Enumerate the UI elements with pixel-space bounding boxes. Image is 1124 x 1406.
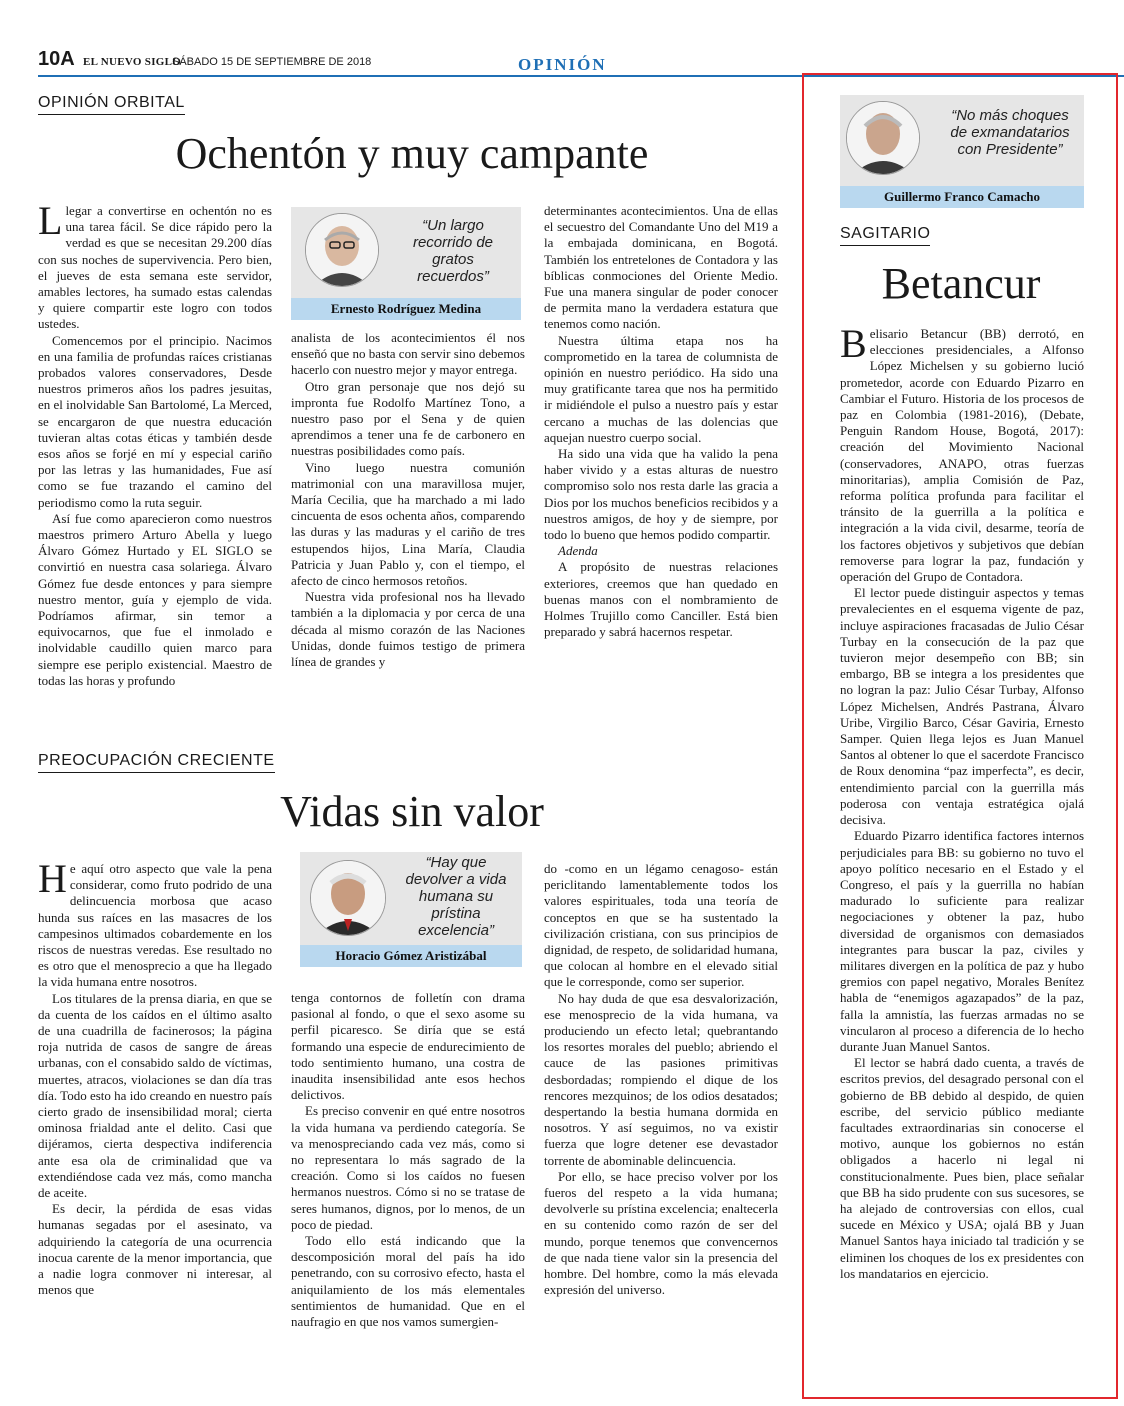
- article1-col1: Llegar a convertirse en ochentón no es una tarea fácil. Se dice rápido pero la verdad es que se necesitan 29.200 días con sus noches de supervivencia. Pero bien, el jueves de esta semana este servidor, amables lectores, ha sumado estas calendas y quiere compartir este logro con todos ustedes. Comencemos por el principio. Nacimos en una familia de profundas raíces cristianas probados valores conservadores, Desde nuestros primeros años los padres jesuitas, en el inolvidable San Bartolomé, La Merced, se encargaron de que nuestra educación tuvieran altas cotas éticas y también desde esos años se forjé en mí y especial cariño por las letras y las humanidades, Fue así como se fue trazando el camino del periodismo como la ruta seguir. Así fue como aparecieron como nuestros maestros primero Arturo Abella y luego Álvaro Gómez Hurtado y EL SIGLO se convirtió en nuestra casa solariega. Álvaro Gómez fue desde entonces y para siempre nuestro mentor, guía y ejemplo de vida. Podríamos afirmar, sin temor a equivocarnos, que fue el inmolado e inolvidable caudillo quien marco para siempre ese periplo existencial. Maestro de todas las horas y profundo: [38, 198, 272, 688]
- article2-kicker: PREOCUPACIÓN CRECIENTE: [38, 752, 275, 773]
- article2-col1: He aquí otro aspecto que vale la pena considerar, como fruto podrido de una delincuencia morbosa que acaso hunda sus raíces en las masacres de los campesinos ultimados cobardemente en los riscos de nuestras veredas. Ese resultado no es otro que el menosprecio a que ha llegado la vida humana entre nosotros. Los titulares de la prensa diaria, en que se da cuenta de los caídos en el último asalto de una cuadrilla de facinerosos; la página roja nutrida de casos de sangre de áreas urbanas, con el consabido saldo de víctimas, muertes, atracos, violaciones se dan día tras día. Todo esto ha ido creando en nuestro país cierto grado de insensibilidad moral; cierta ominosa frialdad ante el delito. Casi que dijéramos, cierta despectiva indiferencia ante esa ola de criminalidad que va extendiéndose cada vez más, como mancha de aceite. Es decir, la pérdida de esas vidas humanas segadas por el asesinato, va adquiriendo la categoría de una ocurrencia inocua carente de la menor importancia, que a nadie logra conmover ni interesar, al menos que: [38, 856, 272, 1298]
- article2-author: Horacio Gómez Aristizábal: [300, 945, 522, 967]
- article2-headline: Vidas sin valor: [280, 787, 544, 836]
- issue-date: SÁBADO 15 DE SEPTIEMBRE DE 2018: [172, 56, 372, 68]
- portrait-photo-icon: [310, 860, 386, 936]
- article2-col3: do -como en un légamo cenagoso- están periclitando lamentablemente todos los valores espirituales, toda una teoría de conceptos en que se ha sustentado la civilización cristiana, con sus principios de dignidad, de respeto, de solidaridad humana, que colocan al hombre en el elevado sitial que le corresponde, como ser superior. No hay duda de que esa desvalorización, ese menosprecio de la vida humana, va produciendo un efecto letal; quebrantando los resortes morales del pueblo; abriendo el cauce de las pasiones primitivas desbordadas; rompiendo el dique de los rencores mezquinos; de los odios desatados; despertando la bestia humana dormida en nosotros. Y así seguimos, no va existir fuerza que logre detener ese devastador torrente de abominable delincuencia. Por ello, se hace preciso volver por los fueros del respeto a la vida humana; devolverle su prístina excelencia; enaltecerla en su contenido como razón de ser del mundo, porque tenemos que convencernos de que nada tiene valor sin la presencia del hombre. Del hombre, como la más elevada expresión del universo.: [544, 861, 778, 1298]
- article3-kicker: SAGITARIO: [840, 225, 930, 246]
- article2-quote-box: [300, 852, 522, 967]
- dropcap: B: [840, 321, 867, 366]
- article3-quote: “No más choques de exmandatarios con Presidente”: [950, 107, 1070, 158]
- article3-headline: Betancur: [881, 259, 1041, 308]
- article2-col2: tenga contornos de folletín con drama pasional al fondo, o que el sexo asome su perfil picaresco. Se diría que se está formando una especie de endurecimiento de todo sentimiento humano, una costra de inaudita insensibilidad ante esos hechos delictivos. Es preciso convenir en qué entre nosotros la vida humana va perdiendo categoría. Se va menospreciando cada vez más, como si no representara lo más sagrado de la creación. Como si los caídos no fuesen hermanos nuestros. Cómo si no se tratase de seres humanos, dignos, por lo menos, de un poco de piedad. Todo ello está indicando que la descomposición moral del país ha ido penetrando, con su corrosivo efecto, hasta el aniquilamiento de los más elementales sentimientos de humanidad. Que en el naufragio en que nos vamos sumergien-: [291, 990, 525, 1330]
- article2-quote: “Hay que devolver a vida humana su prístina excelencia”: [405, 854, 507, 939]
- article1-headline: Ochentón y muy campante: [175, 129, 649, 178]
- article1-quote-box: [291, 207, 521, 320]
- article1-kicker: OPINIÓN ORBITAL: [38, 94, 185, 115]
- adenda-label: Adenda: [558, 543, 598, 559]
- portrait-photo-icon: [305, 213, 379, 287]
- page-number: 10A: [38, 48, 75, 70]
- paper-name: EL NUEVO SIGLO: [83, 56, 182, 68]
- article1-quote: “Un largo recorrido de gratos recuerdos”: [412, 217, 494, 285]
- article1-col2: analista de los acontecimientos él nos enseñó que no basta con servir sino debemos hacerlo con nuestro mejor y mayor entrega. Otro gran personaje que nos dejó su impronta fue Rodolfo Martínez Tono, a nuestro paso por el Sena y de quien aprendimos a tener una fe de carbonero en nuestras posibilidades como país. Vino luego nuestra comunión matrimonial con una maravillosa mujer, María Cecilia, que ha marchado a mi lado cincuenta de esos ochenta años, comparendo las duras y las maduras y el cariño de tres estupendos hijos, Lina María, Claudia Patricia y Juan Pablo y, con el tiempo, el afecto de cinco hermosos retoños. Nuestra vida profesional nos ha llevado también a la diplomacia y por cerca de una década al mismo corazón de las Naciones Unidas, donde fuimos testigo de primera línea de grandes y: [291, 330, 525, 670]
- article3-quote-box: [840, 95, 1084, 208]
- dropcap: L: [38, 198, 63, 243]
- article1-col3: determinantes acontecimientos. Una de ellas el secuestro del Comandante Uno del M19 a la embajada dominicana, en Bogotá. También los entretelones de Contadora y las bíblicas conmociones del Oriente Medio. Fue una manera singular de poder conocer de permita mano la verdadera estatura que tenemos como nación. Nuestra última etapa nos ha comprometido en la tarea de columnista de opinión en nuestro periódico. Ha sido una muy gratificante tarea que nos ha permitido ir midiéndole el pulso a nuestro país y estar cercano a muchas de las dolencias que aquejan nuestro cuerpo social. Ha sido una vida que ha valido la pena haber vivido y a estas alturas de nuestro compromiso solo nos resta darle las gracia a Dios por los muchos beneficios recibidos y a nuestros amigos, de hoy y de siempre, por todo lo bueno que hemos podido compartir. Adenda A propósito de nuestras relaciones exteriores, creemos que han quedado en buenas manos con el nombramiento de Holmes Trujillo como Canciller. Está bien preparado y sabrá hacernos respetar.: [544, 203, 778, 640]
- section-label: OPINIÓN: [518, 55, 607, 74]
- article3-body: Belisario Betancur (BB) derrotó, en elecciones presidenciales, a Alfonso López Michelsen y su gobierno lució prometedor, acorde con Eduardo Pizarro en Cambiar el Futuro. Historia de los procesos de paz en Colombia (1981-2016), (Debate, Penguin Random House, Bogotá, 2017): creación del Movimiento Nacional (conservadores, ANAPO, otras fuerzas minoritarias), amplia Comisión de Paz, reforma política profunda para facilitar el tránsito de la guerrilla a la política e integración a la vida civil, desarme, teoría de los factores objetivos y subjetivos que debían removerse para lograr la paz, fundación y operación del Grupo de Contadora. El lector puede distinguir aspectos y temas prevalecientes en el esquema vigente de paz, incluye aspiraciones fracasadas de Julio César Turbay en la consecución de la paz que tuvieron mejor desempeño con BB; sin embargo, BB se integra a los presidentes que no logran la paz: Julio César Turbay, Alfonso López Michelsen, Andrés Pastrana, Álvaro Uribe, Virgilio Barco, César Gaviria, Ernesto Samper. Quien llega lejos es Juan Manuel Santos al obtener lo que el sacerdote Francisco de Roux denomina “paz imperfecta”, es decir, entendimiento parcial con la guerrilla más poderosa con ventaja estratégica ojalá decisiva. Eduardo Pizarro identifica factores internos perjudiciales para BB: su gobierno no tuvo el apoyo político necesario en el Estado y el Congreso, el país y la guerrilla no habían madurado lo suficiente para realizar negociaciones y obtener la paz, hubo diversidad de organismos con demasiados integrantes para buscar la paz, civiles y militares divergen en la política de paz y hubo gremios con papel negativo, Morales Benítez habla de “enemigos agazapados” de la paz, falla la amnistía, las fuerzas armadas no se vincularon al proceso a diferencia de lo hecho durante Juan Manuel Santos. El lector se habrá dado cuenta, a través de escritos previos, del desagrado personal con el gobierno de BB debido al despido, de quien escribe, del servicio público mediante facultades extraordinarias sin conocerse el motivo, aunque los gobiernos no están obligados a hacerlo ni legal ni constitucionalmente. Pues bien, place señalar que BB ha sido prudente con sus sucesores, se ha alejado de controversias con ellos, cual sucede en México y USA; ojalá BB y Juan Manuel Santos haya iniciado tal tradición y se eliminen los choques de los ex presidentes con los mandatarios en ejercicio.: [840, 321, 1084, 1281]
- article3-author: Guillermo Franco Camacho: [840, 186, 1084, 208]
- portrait-photo-icon: [846, 101, 920, 175]
- article1-author: Ernesto Rodríguez Medina: [291, 298, 521, 320]
- dropcap: H: [38, 856, 67, 901]
